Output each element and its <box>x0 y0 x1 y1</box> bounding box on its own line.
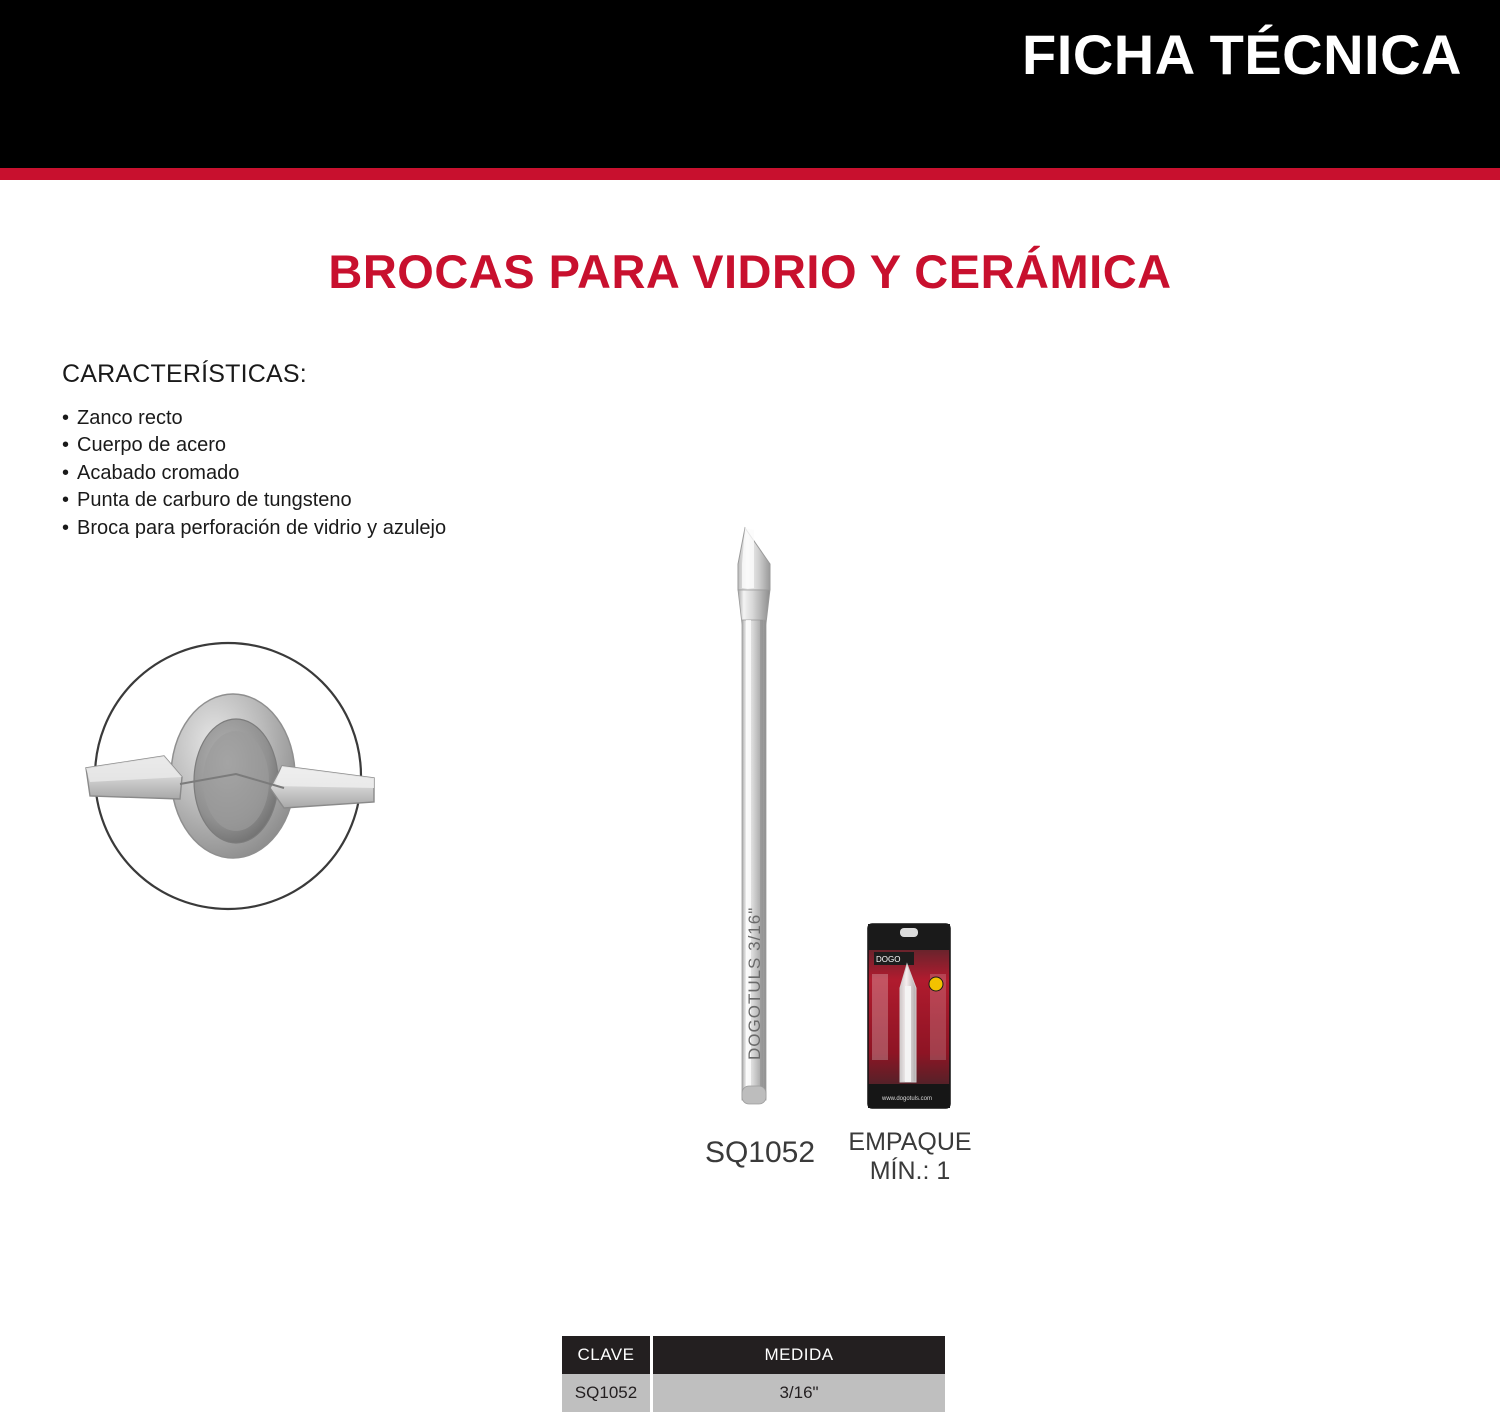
header-red-rule <box>0 168 1500 180</box>
list-item: • Punta de carburo de tungsteno <box>62 487 622 514</box>
list-item: • Broca para perforación de vidrio y azulejo <box>62 515 622 542</box>
blister-pack-illustration <box>866 922 952 1110</box>
table-header-medida: MEDIDA <box>652 1336 946 1374</box>
table-cell-medida: 3/16" <box>652 1374 946 1412</box>
packaging-caption-line2: MÍN.: 1 <box>869 1156 951 1185</box>
packaging-caption <box>840 1128 980 1186</box>
page-title-ficha-tecnica: FICHA TÉCNICA <box>1022 23 1462 86</box>
features-list <box>62 405 622 542</box>
drill-tip-detail-illustration <box>68 636 398 926</box>
features-section <box>62 360 622 542</box>
list-item: • Zanco recto <box>62 405 622 432</box>
drill-bit-illustration <box>690 520 820 1120</box>
table-cell-clave: SQ1052 <box>562 1374 652 1412</box>
product-title: BROCAS PARA VIDRIO Y CERÁMICA <box>328 245 1172 298</box>
table-header-clave: CLAVE <box>562 1336 652 1374</box>
specifications-table <box>562 1336 945 1412</box>
svg-text:www.dogotuls.com: www.dogotuls.com <box>882 1096 933 1102</box>
product-code-caption: SQ1052 <box>704 1136 816 1169</box>
table-header-row <box>562 1336 945 1374</box>
list-item: • Acabado cromado <box>62 460 622 487</box>
features-heading: CARACTERÍSTICAS: <box>62 360 307 388</box>
svg-text:DOGO: DOGO <box>876 955 901 964</box>
table-row <box>562 1374 945 1412</box>
bit-engraving-text: DOGOTULS 3/16" <box>745 906 764 1060</box>
packaging-caption-line1: EMPAQUE <box>848 1128 972 1156</box>
list-item: • Cuerpo de acero <box>62 432 622 459</box>
